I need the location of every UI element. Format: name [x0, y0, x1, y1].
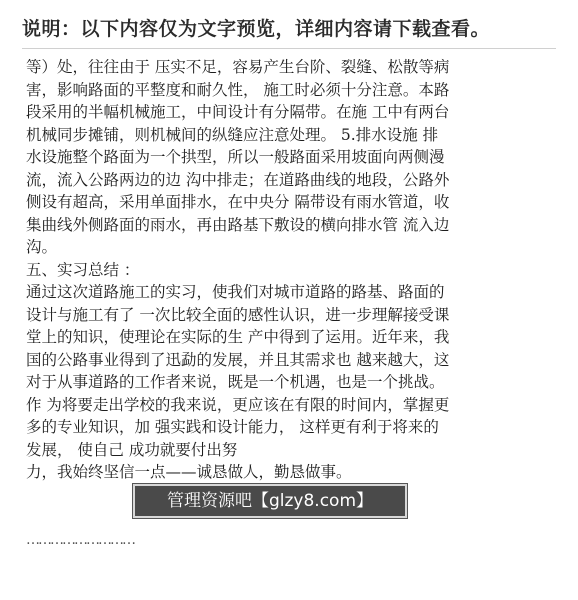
header-divider [22, 48, 556, 49]
text-line: 多的专业知识，加 强实践和设计能力， 这样更有利于将来的 [26, 418, 439, 436]
preview-notice: 说明：以下内容仅为文字预览，详细内容请下载查看。 [22, 18, 491, 40]
text-line: 设计与施工有了 一次比较全面的感性认识，进一步理解接受课 [26, 305, 450, 324]
text-line: 堂上的知识，使理论在实际的生 产中得到了运用。近年来，我 [26, 328, 450, 346]
text-line: 力，我始终坚信一点——诚恳做人，勤恳做事。 [26, 463, 352, 481]
watermark-banner: 管理资源吧【glzy8.com】 [133, 484, 407, 518]
text-line: 发展， 使自己 成功就要付出努 [26, 440, 238, 459]
text-line: 害，影响路面的平整度和耐久性， 施工时必须十分注意。本路 [26, 80, 450, 99]
text-line: 作 为将要走出学校的我来说，更应该在有限的时间内，掌握更 [26, 395, 450, 414]
text-line: 国的公路事业得到了迅勐的发展，并且其需求也 越来越大，这 [26, 350, 450, 369]
text-line: 流，流入公路两边的边 沟中排走；在道路曲线的地段，公路外 [26, 170, 450, 189]
text-line: 沟。 [26, 238, 58, 256]
document-body [26, 56, 554, 484]
text-line: 段采用的半幅机械施工，中间设计有分隔带。在施 工中有两台 [26, 103, 450, 121]
text-line: 等）处，往往由于 压实不足，容易产生台阶、裂缝、松散等病 [26, 58, 450, 76]
text-line: 集曲线外侧路面的雨水，再由路基下敷设的横向排水管 流入边 [26, 215, 450, 234]
ellipsis-marker: ……………………… [26, 532, 134, 548]
text-line: 通过这次道路施工的实习，使我们对城市道路的路基、路面的 [26, 283, 445, 301]
text-line: 对于从事道路的工作者来说，既是一个机遇，也是一个挑战。 [26, 373, 445, 391]
text-line: 侧设有超高，采用单面排水，在中央分 隔带设有雨水管道，收 [26, 193, 450, 211]
text-line: 机械同步摊铺，则机械间的纵缝应注意处理。 5.排水设施 排 [26, 125, 439, 144]
section-heading: 五、实习总结 ： [26, 260, 140, 279]
text-line: 水设施整个路面为一个拱型，所以一般路面采用坡面向两侧漫 [26, 148, 445, 166]
